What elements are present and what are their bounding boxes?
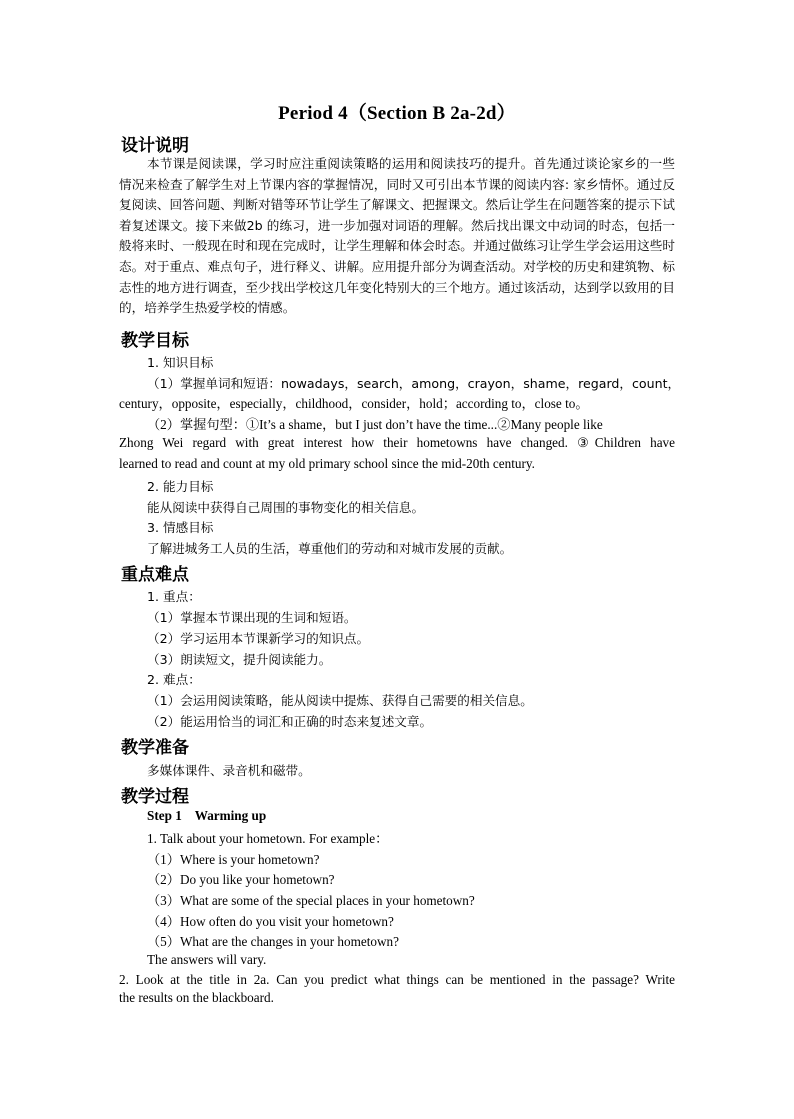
process-item-2-line-1: 2. Look at the title in 2a. Can you predict what things can be mentioned in the passage? Write — [119, 972, 675, 987]
key-label: 1. 重点： — [147, 589, 201, 604]
process-item-1: 1. Talk about your hometown. For example： — [147, 831, 389, 846]
emotion-label: 3. 情感目标 — [147, 520, 214, 535]
emotion-text: 了解进城务工人员的生活，尊重他们的劳动和对城市发展的贡献。 — [147, 541, 513, 556]
difficult-label: 2. 难点： — [147, 672, 201, 687]
design-heading: 设计说明 — [121, 136, 189, 156]
process-heading: 教学过程 — [121, 787, 189, 807]
question-item: （2）Do you like your hometown? — [147, 872, 335, 887]
question-item: （3）What are some of the special places in your hometown? — [147, 893, 475, 908]
question-item: （1）Where is your hometown? — [147, 852, 320, 867]
design-paragraph: 本节课是阅读课，学习时应注重阅读策略的运用和阅读技巧的提升。首先通过谈论家乡的一些情况来检查了解学生对上节课内容的掌握情况，同时又可引出本节课的阅读内容: 家乡情怀。通过反复阅读、回答问题、判断对错等环节让学生了解课文、把握课文。然后让学生在问题答案的提示下试着复述课文。接下来做2b 的练习，进一步加强对词语的理解。然后找出课文中动词的时态，包括一般将来时、一般现在时和现在完成时，让学生理解和体会时态。并通过做练习让学生学会运用这些时态。对于重点、难点句子，进行释义、讲解。应用提升部分为调查活动。对学校的历史和建筑物、标志性的地方进行调查，至少找出学校这几年变化特别大的三个地方。通过该活动，达到学以致用的目的，培养学生热爱学校的情感。 — [119, 156, 675, 316]
difficult-item: （2）能运用恰当的词汇和正确的时态来复述文章。 — [147, 714, 433, 729]
words-line-1: （1）掌握单词和短语：nowadays，search，among，crayon，shame，regard，count， — [147, 376, 681, 391]
preparation-heading: 教学准备 — [121, 738, 189, 758]
sentences-line-3: learned to read and count at my old primary school since the mid-20th century. — [119, 456, 535, 471]
knowledge-label: 1. 知识目标 — [147, 355, 214, 370]
key-item: （1）掌握本节课出现的生词和短语。 — [147, 610, 357, 625]
process-item-2-line-2: the results on the blackboard. — [119, 990, 274, 1005]
question-item: （4）How often do you visit your hometown? — [147, 914, 394, 929]
step-1-heading: Step 1 Warming up — [147, 808, 267, 823]
sentences-line-1: （2）掌握句型：①It’s a shame，but I just don’t have the time...②Many people like — [147, 417, 603, 432]
page-title: Period 4（Section B 2a-2d） — [278, 103, 516, 124]
words-line-2: century，opposite，especially，childhood，consider，hold；according to，close to。 — [119, 396, 589, 411]
sentences-line-2: Zhong Wei regard with great interest how their hometowns have changed. ③Children have — [119, 435, 675, 450]
preparation-text: 多媒体课件、录音机和磁带。 — [147, 763, 311, 778]
difficult-item: （1）会运用阅读策略，能从阅读中提炼、获得自己需要的相关信息。 — [147, 693, 533, 708]
ability-label: 2. 能力目标 — [147, 479, 214, 494]
objectives-heading: 教学目标 — [121, 331, 189, 351]
keypoints-heading: 重点难点 — [121, 565, 189, 585]
ability-text: 能从阅读中获得自己周围的事物变化的相关信息。 — [147, 500, 425, 515]
answers-note: The answers will vary. — [147, 952, 267, 967]
key-item: （3）朗读短文，提升阅读能力。 — [147, 652, 332, 667]
question-item: （5）What are the changes in your hometown? — [147, 934, 399, 949]
key-item: （2）学习运用本节课新学习的知识点。 — [147, 631, 370, 646]
